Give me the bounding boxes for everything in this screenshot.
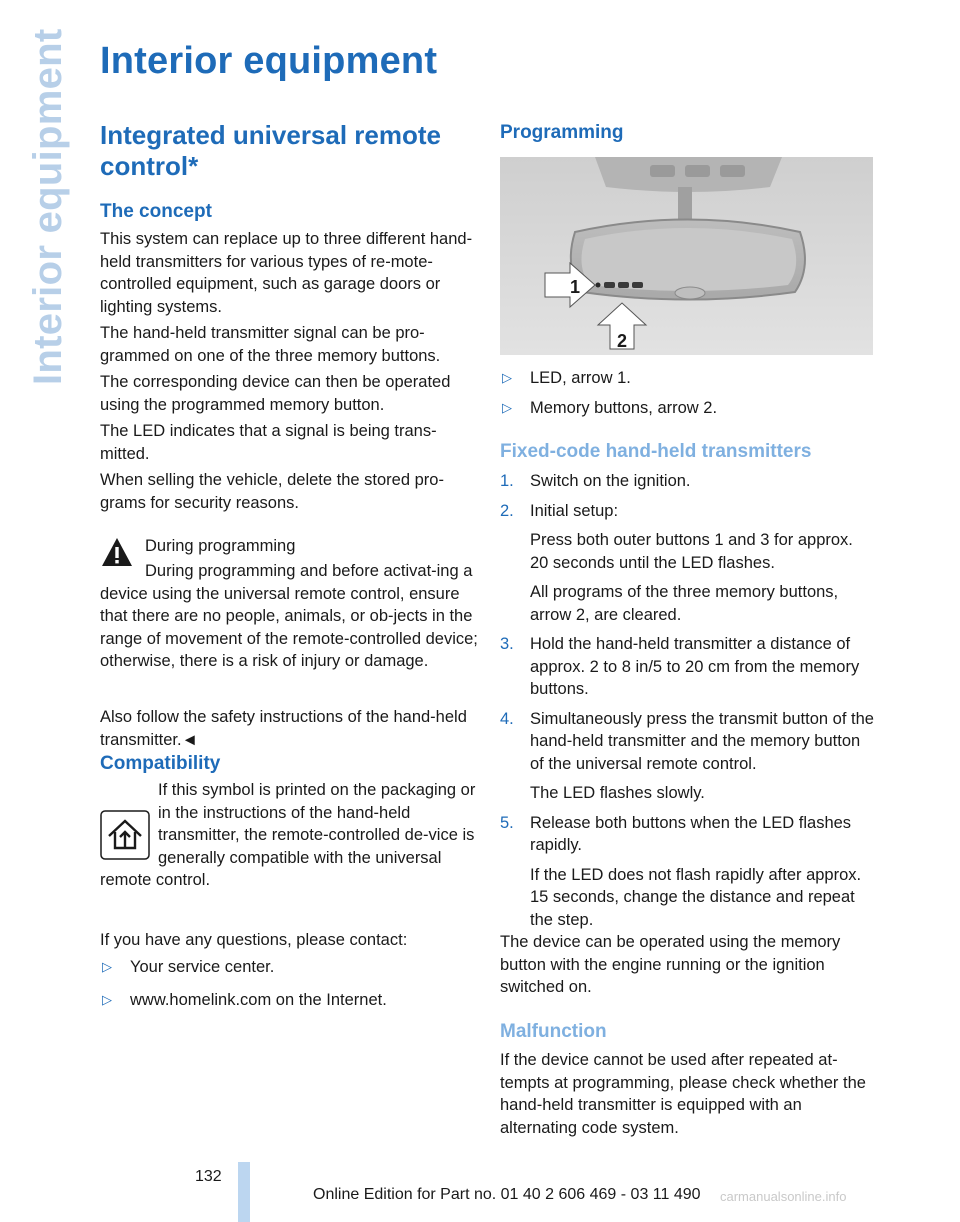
compatibility-heading: Compatibility [100,753,221,774]
triangle-bullet-icon: ▷ [102,959,112,974]
warning-follow: Also follow the safety instructions of the hand-held transmitter.◄ [100,708,467,749]
side-tab [14,28,70,390]
image-label-1: 1 [570,277,581,297]
step-number: 3. [500,635,514,653]
malfunction-text: If the device cannot be used after repeated at-tempts at programming, please check whether the hand-held transmitter is equipped with an alternating code system. [500,1051,866,1137]
warning-title: During programming [145,537,296,555]
triangle-bullet-icon: ▷ [502,370,512,385]
side-tab-label: Interior equipment [26,28,70,385]
warning-text: During programming and before activat-ing a device using the universal remote control, ensure that there are no people, animals, or ob-jects in the range of movement of the remote-controlled device; otherwise, there is a risk of injury or damage. [100,562,478,670]
malfunction-heading: Malfunction [500,1021,607,1042]
mirror-photo [500,157,873,355]
icon-spacer [100,779,158,847]
list-item: ▷ LED, arrow 1. [500,367,875,390]
footer-edition: Online Edition for Part no. 01 40 2 606 469 - 03 11 490 [313,1186,701,1203]
step-number: 2. [500,501,514,520]
steps-list [500,470,875,931]
concept-body [100,228,478,514]
step-item: 3. Hold the hand-held transmitter a distance of approx. 2 to 8 in/5 to 20 cm from the memory buttons. [500,635,860,698]
concept-paragraph: The hand-held transmitter signal can be pro-grammed on one of the three memory buttons. [100,324,441,365]
compatibility-body [100,779,478,892]
list-item: ▷ Your service center. [100,956,478,979]
step-item: 5. Release both buttons when the LED flashes rapidly. If the LED does not flash rapidly after approx. 15 seconds, change the distance and repeat the step. [500,813,862,929]
concept-paragraph: The corresponding device can then be operated using the programmed memory button. [100,373,451,414]
step-number: 1. [500,472,514,490]
legend-list [500,367,875,419]
section-title: Integrated universal remote control* [100,120,441,181]
step-item: 4. Simultaneously press the transmit button of the hand-held transmitter and the memory button of the universal remote control. The LED flashes slowly. [500,709,874,802]
contact-intro: If you have any questions, please contact: [100,931,408,949]
footer-accent-bar [238,1162,250,1222]
image-label-2: 2 [617,331,628,351]
concept-paragraph: This system can replace up to three different hand-held transmitters for various types of re-mote-controlled equipment, such as garage doors or lighting systems. [100,230,473,316]
list-item: ▷ Memory buttons, arrow 2. [500,397,875,420]
page-title: Interior equipment [100,40,438,82]
step-item: 1. Switch on the ignition. [500,470,875,493]
triangle-bullet-icon: ▷ [502,399,512,415]
programming-heading: Programming [500,122,624,143]
concept-heading: The concept [100,201,212,222]
step-number: 5. [500,813,514,832]
concept-paragraph: When selling the vehicle, delete the stored pro-grams for security reasons. [100,471,444,512]
watermark: carmanualsonline.info [720,1189,847,1204]
warning-text-block [100,560,478,673]
list-item: ▷ www.homelink.com on the Internet. [100,989,478,1012]
concept-paragraph: The LED indicates that a signal is being trans-mitted. [100,422,437,463]
rear-view-mirror-illustration [500,157,873,355]
triangle-bullet-icon: ▷ [102,991,112,1007]
step-number: 4. [500,709,514,728]
after-steps-text: The device can be operated using the memory button with the engine running or the ignition switched on. [500,933,841,996]
compatibility-text: If this symbol is printed on the packaging or in the instructions of the hand-held transmitter, the remote-controlled de-vice is generally compatible with the universal remote control. [100,781,476,889]
fixed-code-heading: Fixed-code hand-held transmitters [500,441,812,462]
contact-list [100,956,478,1011]
page-number: 132 [195,1168,222,1185]
step-item: 2. Initial setup: Press both outer buttons 1 and 3 for approx. 20 seconds until the LED flashes. All programs of the three memory buttons, arrow 2, are cleared. [500,501,853,624]
